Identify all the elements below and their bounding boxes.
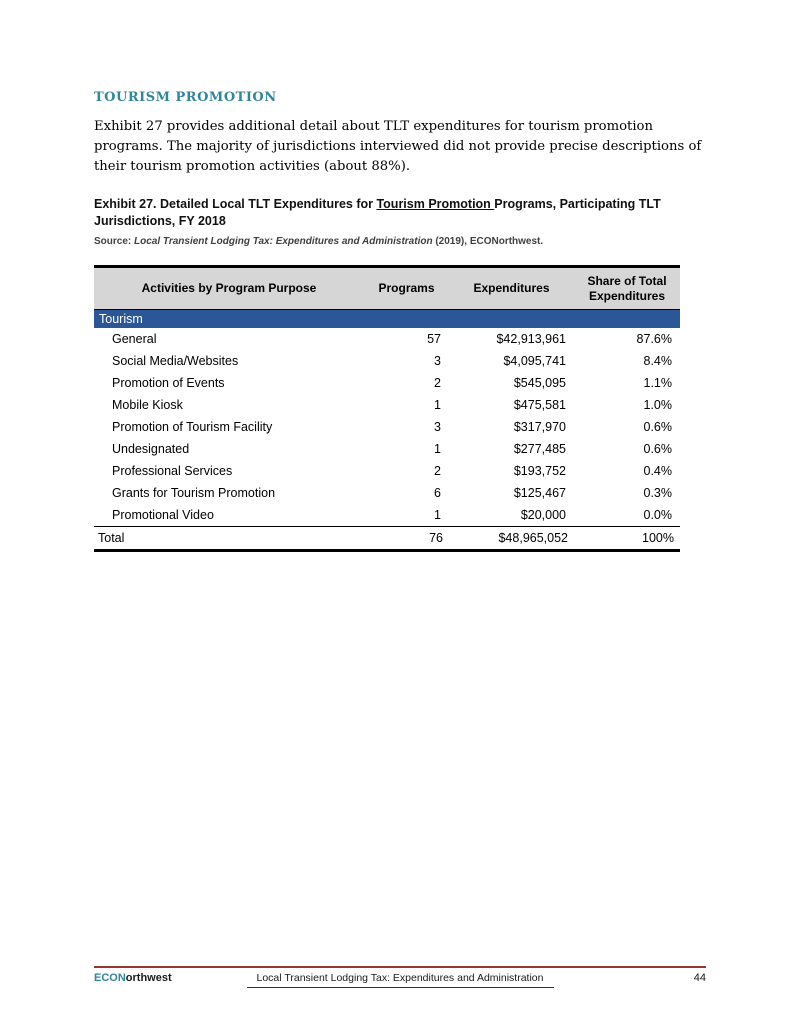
footer-brand-accent: ECON [94, 972, 126, 984]
source-label: Source: [94, 236, 135, 248]
page-footer [94, 966, 706, 988]
cell-share: 0.6% [643, 441, 672, 456]
table-row [94, 394, 680, 416]
table-row [94, 416, 680, 438]
cell-programs: 2 [434, 375, 441, 390]
cell-expenditures: $4,095,741 [503, 353, 566, 368]
cell-expenditures: $545,095 [513, 375, 566, 390]
cell-programs: 1 [364, 504, 449, 527]
table-row [94, 482, 680, 504]
cell-programs: 3 [434, 419, 441, 434]
cell-activity: General [112, 331, 157, 346]
cell-share: 87.6% [636, 331, 672, 346]
source-line [94, 236, 706, 247]
section-label: Tourism [94, 309, 680, 328]
section-heading: TOURISM PROMOTION [94, 90, 277, 105]
cell-programs: 6 [434, 485, 441, 500]
cell-expenditures: $277,485 [513, 441, 566, 456]
footer-page-number: 44 [693, 972, 706, 984]
table-total-row [94, 526, 680, 550]
header-share: Share of Total Expenditures [574, 267, 680, 310]
total-label: Total [94, 526, 364, 550]
cell-share: 0.4% [643, 463, 672, 478]
intro-paragraph: Exhibit 27 provides additional detail about TLT expenditures for tourism promotion programs. The majority of jurisdictions interviewed did not provide precise descriptions of their tourism promotion activities (about 88%). [94, 119, 702, 174]
header-activities: Activities by Program Purpose [94, 267, 364, 310]
cell-programs: 1 [434, 441, 441, 456]
table-row [94, 438, 680, 460]
header-programs: Programs [364, 267, 449, 310]
cell-share: 1.0% [643, 397, 672, 412]
cell-expenditures: $475,581 [513, 397, 566, 412]
table-header [94, 267, 680, 310]
cell-programs: 57 [427, 331, 441, 346]
exhibit-title [94, 196, 694, 230]
table-header-row [94, 267, 680, 310]
cell-expenditures: $193,752 [513, 463, 566, 478]
header-expenditures: Expenditures [449, 267, 574, 310]
cell-programs: 2 [434, 463, 441, 478]
cell-share: 0.0% [574, 504, 680, 527]
expenditures-table [94, 265, 680, 552]
cell-share: 1.1% [643, 375, 672, 390]
cell-share: 0.3% [643, 485, 672, 500]
cell-activity: Grants for Tourism Promotion [112, 485, 276, 500]
cell-expenditures: $125,467 [513, 485, 566, 500]
cell-activity: Professional Services [112, 463, 233, 478]
total-share: 100% [574, 526, 680, 550]
cell-share: 0.6% [643, 419, 672, 434]
total-programs: 76 [364, 526, 449, 550]
table-row [94, 372, 680, 394]
table-row [94, 350, 680, 372]
table-body [94, 328, 680, 527]
table-row [94, 460, 680, 482]
footer-brand [94, 972, 244, 984]
exhibit-title-post: Programs, Participating TLT Jurisdictions, FY 2018 [94, 197, 661, 229]
cell-activity: Promotion of Events [112, 375, 225, 390]
footer-brand-rest: orthwest [125, 972, 172, 984]
source-title: Local Transient Lodging Tax: Expenditures and Administration [134, 236, 433, 248]
cell-programs: 3 [434, 353, 441, 368]
exhibit-title-pre: Exhibit 27. Detailed Local TLT Expenditures for [94, 197, 377, 212]
cell-share: 8.4% [643, 353, 672, 368]
source-rest: (2019), ECONorthwest. [432, 236, 544, 248]
cell-activity: Undesignated [112, 441, 190, 456]
cell-expenditures: $20,000 [449, 504, 574, 527]
page-content [94, 90, 706, 552]
table-section-row [94, 309, 680, 328]
cell-activity: Mobile Kiosk [112, 397, 183, 412]
footer-document-title: Local Transient Lodging Tax: Expenditures and Administration [247, 972, 554, 988]
cell-activity: Promotional Video [94, 504, 364, 527]
cell-activity: Promotion of Tourism Facility [112, 419, 273, 434]
cell-programs: 1 [434, 397, 441, 412]
cell-expenditures: $317,970 [513, 419, 566, 434]
cell-activity: Social Media/Websites [112, 353, 239, 368]
total-expenditures: $48,965,052 [449, 526, 574, 550]
table-row [94, 504, 680, 527]
exhibit-title-underlined: Tourism Promotion [376, 197, 495, 212]
table-row [94, 328, 680, 350]
cell-expenditures: $42,913,961 [496, 331, 566, 346]
